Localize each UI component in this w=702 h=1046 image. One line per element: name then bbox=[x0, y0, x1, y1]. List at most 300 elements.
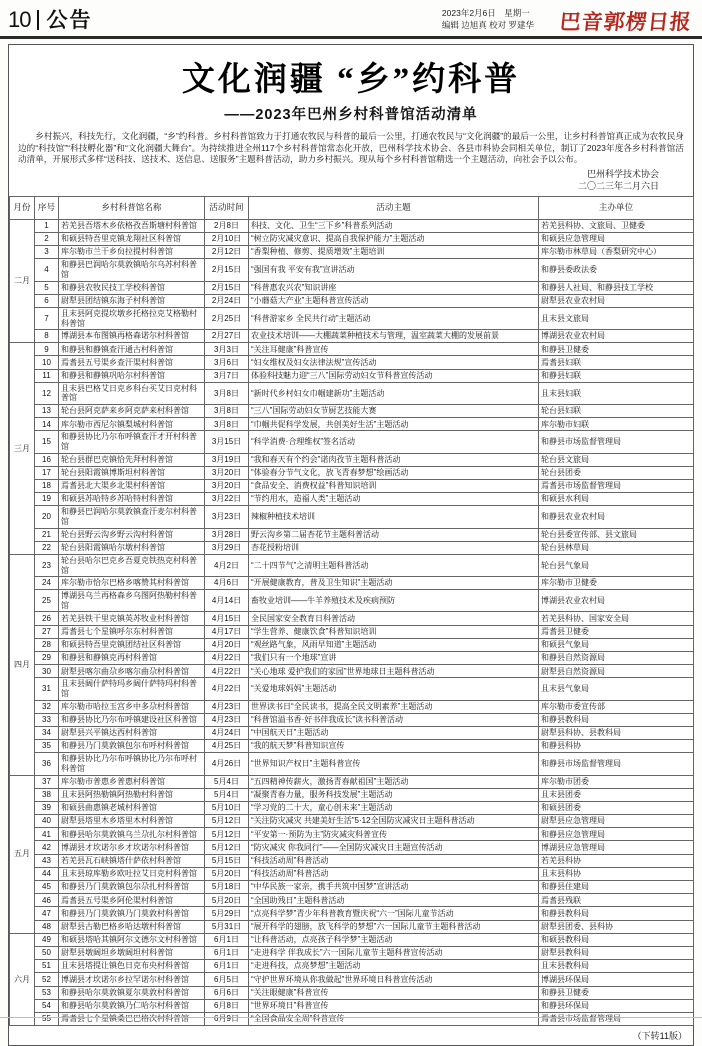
host-organization: 和硕县团委 bbox=[539, 801, 694, 814]
table-row bbox=[10, 960, 694, 973]
row-number: 37 bbox=[35, 775, 59, 788]
venue-name: 和静县哈尔莫敦镇夏尔莫敦村科普馆 bbox=[59, 986, 205, 999]
column-header: 主办单位 bbox=[539, 196, 694, 219]
venue-name: 和静县和静镇克再村科普馆 bbox=[59, 652, 205, 665]
venue-name: 和静县巴润哈尔莫敦镇哈尔乌苏村科普馆 bbox=[59, 259, 205, 281]
row-number: 47 bbox=[35, 907, 59, 920]
activity-theme: “我和春天有个约会”诺肉孜节主题科普活动 bbox=[249, 453, 539, 466]
row-number: 6 bbox=[35, 294, 59, 307]
activity-time: 6月8日 bbox=[205, 999, 249, 1012]
activity-theme: 科技、文化、卫生“三下乡”科普系列活动 bbox=[249, 219, 539, 232]
venue-name: 和静县乃门莫敦镇包尔布呼村科普馆 bbox=[59, 740, 205, 753]
row-number: 4 bbox=[35, 259, 59, 281]
activity-theme: “强国有我 平安有我”宣讲活动 bbox=[249, 259, 539, 281]
activity-theme: “中华民族一家亲，携手共筑中国梦”宣讲活动 bbox=[249, 881, 539, 894]
column-header: 乡村科普馆名称 bbox=[59, 196, 205, 219]
row-number: 41 bbox=[35, 828, 59, 841]
activity-theme: “世界环境日”科普宣传 bbox=[249, 999, 539, 1012]
row-number: 31 bbox=[35, 678, 59, 700]
host-organization: 焉耆县市场监督管理局 bbox=[539, 1012, 694, 1025]
row-number: 43 bbox=[35, 854, 59, 867]
host-organization: 和静县市场监督管理局 bbox=[539, 753, 694, 775]
table-row bbox=[10, 625, 694, 638]
host-organization: 轮台县委宣传部、县文旅局 bbox=[539, 528, 694, 541]
activity-time: 2月27日 bbox=[205, 330, 249, 343]
host-organization: 尉犁县教科局 bbox=[539, 946, 694, 959]
row-number: 46 bbox=[35, 894, 59, 907]
host-organization: 和静县住建局 bbox=[539, 881, 694, 894]
row-number: 1 bbox=[35, 219, 59, 232]
host-organization: 和静县人社局、和静县技工学校 bbox=[539, 281, 694, 294]
table-row bbox=[10, 466, 694, 479]
activity-theme: “关注眼健康”科普宣传 bbox=[249, 986, 539, 999]
activity-time: 6月9日 bbox=[205, 1012, 249, 1025]
row-number: 9 bbox=[35, 343, 59, 356]
editors-line: 编辑 边旭真 校对 罗建华 bbox=[441, 20, 534, 30]
activity-theme: “科技活动周”科普活动 bbox=[249, 854, 539, 867]
activity-time: 4月22日 bbox=[205, 665, 249, 678]
activity-theme: “开展健康教育，普及卫生知识”主题活动 bbox=[249, 577, 539, 590]
activity-time: 2月8日 bbox=[205, 219, 249, 232]
activity-time: 4月14日 bbox=[205, 590, 249, 612]
venue-name: 库尔勒市哈拉玉宫乡中多尕村科普馆 bbox=[59, 700, 205, 713]
table-row bbox=[10, 907, 694, 920]
host-organization: 和静县卫健委 bbox=[539, 986, 694, 999]
venue-name: 尉犁县塔里木乡塔里木村科普馆 bbox=[59, 815, 205, 828]
activity-theme: “全国助残日”主题科普活动 bbox=[249, 894, 539, 907]
activity-time: 3月20日 bbox=[205, 466, 249, 479]
table-row bbox=[10, 232, 694, 245]
activity-theme: 体验科技魅力迎“三八”国际劳动妇女节科普宣传活动 bbox=[249, 369, 539, 382]
row-number: 34 bbox=[35, 726, 59, 739]
activity-time: 3月22日 bbox=[205, 493, 249, 506]
table-row bbox=[10, 815, 694, 828]
activity-theme: 杏花授粉培训 bbox=[249, 541, 539, 554]
activity-time: 3月8日 bbox=[205, 418, 249, 431]
activity-theme: “树立防灾减灾意识、提高自我保护能力”主题活动 bbox=[249, 232, 539, 245]
table-row bbox=[10, 528, 694, 541]
activity-time: 3月20日 bbox=[205, 479, 249, 492]
row-number: 54 bbox=[35, 999, 59, 1012]
host-organization: 焉耆县残联 bbox=[539, 894, 694, 907]
table-row bbox=[10, 973, 694, 986]
host-organization: 尉犁县科协、县教科局 bbox=[539, 726, 694, 739]
activity-theme: “凝聚青春力量，服务科技发展”主题活动 bbox=[249, 788, 539, 801]
venue-name: 博湖县才坎诺尔乡才坎诺尔村科普馆 bbox=[59, 841, 205, 854]
host-organization: 库尔勒市卫健委 bbox=[539, 577, 694, 590]
row-number: 44 bbox=[35, 867, 59, 880]
table-row bbox=[10, 479, 694, 492]
host-organization: 库尔勒市妇联 bbox=[539, 418, 694, 431]
row-number: 30 bbox=[35, 665, 59, 678]
table-row bbox=[10, 506, 694, 528]
activity-time: 5月12日 bbox=[205, 828, 249, 841]
venue-name: 和硕县特吾里克镇团结社区科普馆 bbox=[59, 638, 205, 651]
row-number: 39 bbox=[35, 801, 59, 814]
activity-theme: “展开科学的翅膀，放飞科学的梦想”六一国际儿童节主题科普活动 bbox=[249, 920, 539, 933]
row-number: 21 bbox=[35, 528, 59, 541]
venue-name: 焉耆县七个星镇桑巴巴格次村科普馆 bbox=[59, 1012, 205, 1025]
activity-theme: “体验春分节气文化，放飞青春梦想”绘画活动 bbox=[249, 466, 539, 479]
row-number: 52 bbox=[35, 973, 59, 986]
host-organization: 且末县气象局 bbox=[539, 678, 694, 700]
venue-name: 和静县乃门莫敦镇乃门莫敦村科普馆 bbox=[59, 907, 205, 920]
activity-theme: “三八”国际劳动妇女节厨艺技能大赛 bbox=[249, 405, 539, 418]
host-organization: 和静县应急管理局 bbox=[539, 828, 694, 841]
table-row bbox=[10, 405, 694, 418]
activity-time: 5月31日 bbox=[205, 920, 249, 933]
activity-time: 4月6日 bbox=[205, 577, 249, 590]
activity-time: 5月15日 bbox=[205, 854, 249, 867]
host-organization: 尉犁县应急管理局 bbox=[539, 815, 694, 828]
activity-theme: “学生营养、健康饮食”科普知识培训 bbox=[249, 625, 539, 638]
activity-theme: “科技活动周”科普活动 bbox=[249, 867, 539, 880]
host-organization: 库尔勒市委宣传部 bbox=[539, 700, 694, 713]
row-number: 25 bbox=[35, 590, 59, 612]
host-organization: 轮台县妇联 bbox=[539, 405, 694, 418]
date-line: 2023年2月6日 星期一 bbox=[441, 8, 530, 18]
venue-name: 焉耆县七个星镇呼尔东村科普馆 bbox=[59, 625, 205, 638]
row-number: 26 bbox=[35, 612, 59, 625]
activity-time: 2月10日 bbox=[205, 232, 249, 245]
activity-theme: “科学消费·合理维权”签名活动 bbox=[249, 431, 539, 453]
activity-theme: 畜牧业培训——牛羊养殖技术及疾病预防 bbox=[249, 590, 539, 612]
host-organization: 和静县卫健委 bbox=[539, 343, 694, 356]
announcement-frame bbox=[8, 44, 694, 1046]
continuation-note: （下转11版） bbox=[632, 1031, 687, 1042]
venue-name: 库尔勒市普惠乡普惠村科普馆 bbox=[59, 775, 205, 788]
venue-name: 若羌县瓦石峡镇塔什萨依村科普馆 bbox=[59, 854, 205, 867]
activity-time: 4月20日 bbox=[205, 638, 249, 651]
venue-name: 和静县巴润哈尔莫敦镇查汗麦尔村科普馆 bbox=[59, 506, 205, 528]
activity-time: 4月17日 bbox=[205, 625, 249, 638]
host-organization: 若羌县科协、国家安全局 bbox=[539, 612, 694, 625]
host-organization: 且末县团委 bbox=[539, 788, 694, 801]
venue-name: 博湖县本布图镇再格森诺尔村科普馆 bbox=[59, 330, 205, 343]
table-row bbox=[10, 431, 694, 453]
activity-table bbox=[9, 196, 694, 1026]
host-organization: 焉耆县市场监督管理局 bbox=[539, 479, 694, 492]
row-number: 32 bbox=[35, 700, 59, 713]
page-number-section bbox=[8, 4, 92, 34]
table-body bbox=[10, 219, 694, 1025]
activity-time: 5月18日 bbox=[205, 881, 249, 894]
venue-name: 轮台县群巴克镇恰先拜村科普馆 bbox=[59, 453, 205, 466]
host-organization: 和静县妇联 bbox=[539, 369, 694, 382]
column-header: 月份 bbox=[10, 196, 35, 219]
table-row bbox=[10, 343, 694, 356]
activity-time: 4月25日 bbox=[205, 740, 249, 753]
row-number: 24 bbox=[35, 577, 59, 590]
row-number: 19 bbox=[35, 493, 59, 506]
activity-time: 2月24日 bbox=[205, 294, 249, 307]
table-header-row bbox=[10, 196, 694, 219]
activity-theme: “食品安全、消费权益”科普知识培训 bbox=[249, 479, 539, 492]
host-organization: 和静县科协 bbox=[539, 740, 694, 753]
activity-time: 3月8日 bbox=[205, 405, 249, 418]
table-row bbox=[10, 453, 694, 466]
activity-theme: “世界知识产权日”主题科普宣传 bbox=[249, 753, 539, 775]
host-organization: 尉犁县农业农村局 bbox=[539, 294, 694, 307]
month-label: 二月 bbox=[10, 219, 35, 343]
month-label: 三月 bbox=[10, 343, 35, 555]
activity-theme: “走进科学 伴我成长”六一国际儿童节主题科普宣传活动 bbox=[249, 946, 539, 959]
activity-theme: “巾帼共促科学发展，共创美好生活”主题活动 bbox=[249, 418, 539, 431]
table-row bbox=[10, 554, 694, 576]
venue-name: 和静县协比乃尔布呼镇查汗才开村科普馆 bbox=[59, 431, 205, 453]
row-number: 13 bbox=[35, 405, 59, 418]
host-organization: 和硕县水利局 bbox=[539, 493, 694, 506]
venue-name: 轮台县哈尔巴克乡吾夏克铁热克村科普馆 bbox=[59, 554, 205, 576]
row-number: 17 bbox=[35, 466, 59, 479]
host-organization: 轮台县文旅局 bbox=[539, 453, 694, 466]
table-row bbox=[10, 841, 694, 854]
venue-name: 和静县和静镇查汗通古村科普馆 bbox=[59, 343, 205, 356]
activity-time: 3月23日 bbox=[205, 506, 249, 528]
table-row bbox=[10, 726, 694, 739]
activity-time: 6月5日 bbox=[205, 973, 249, 986]
activity-time: 5月20日 bbox=[205, 867, 249, 880]
activity-time: 4月22日 bbox=[205, 678, 249, 700]
venue-name: 和硕县塔哈其镇阿尔文德尔文村科普馆 bbox=[59, 933, 205, 946]
activity-time: 3月19日 bbox=[205, 453, 249, 466]
signature-date: 二〇二三年二月六日 bbox=[577, 180, 659, 191]
host-organization: 博湖县农业农村局 bbox=[539, 590, 694, 612]
activity-theme: “我的航天梦”科普知识宣传 bbox=[249, 740, 539, 753]
month-label: 五月 bbox=[10, 775, 35, 933]
host-organization: 和静县委政法委 bbox=[539, 259, 694, 281]
table-row bbox=[10, 382, 694, 404]
venue-name: 轮台县阳霞镇博斯坦村科普馆 bbox=[59, 466, 205, 479]
activity-theme: “关爱地球妈妈”主题活动 bbox=[249, 678, 539, 700]
row-number: 48 bbox=[35, 920, 59, 933]
table-row bbox=[10, 219, 694, 232]
row-number: 16 bbox=[35, 453, 59, 466]
row-number: 40 bbox=[35, 815, 59, 828]
row-number: 2 bbox=[35, 232, 59, 245]
row-number: 20 bbox=[35, 506, 59, 528]
row-number: 50 bbox=[35, 946, 59, 959]
host-organization: 焉耆县妇联 bbox=[539, 356, 694, 369]
venue-name: 尉犁县团结镇东海子村科普馆 bbox=[59, 294, 205, 307]
venue-name: 尉犁县墩阔坦乡墩阔坦村科普馆 bbox=[59, 946, 205, 959]
activity-time: 3月28日 bbox=[205, 528, 249, 541]
article-subtitle: ——2023年巴州乡村科普馆活动清单 bbox=[224, 107, 478, 123]
column-header: 序号 bbox=[35, 196, 59, 219]
table-row bbox=[10, 854, 694, 867]
host-organization: 轮台县林草局 bbox=[539, 541, 694, 554]
table-row bbox=[10, 246, 694, 259]
table-row bbox=[10, 356, 694, 369]
signature-block bbox=[9, 168, 693, 192]
activity-theme: “妇女维权及妇女法律法规”宣传活动 bbox=[249, 356, 539, 369]
table-row bbox=[10, 541, 694, 554]
host-organization: 且末县妇联 bbox=[539, 382, 694, 404]
row-number: 15 bbox=[35, 431, 59, 453]
activity-theme: “平安第一·预防为主”防灾减灾科普宣传 bbox=[249, 828, 539, 841]
row-number: 28 bbox=[35, 638, 59, 651]
table-row bbox=[10, 294, 694, 307]
host-organization: 若羌县科协、文旅局、卫健委 bbox=[539, 219, 694, 232]
host-organization: 库尔勒市团委 bbox=[539, 775, 694, 788]
activity-time: 4月24日 bbox=[205, 726, 249, 739]
table-row bbox=[10, 665, 694, 678]
row-number: 33 bbox=[35, 713, 59, 726]
activity-time: 3月7日 bbox=[205, 369, 249, 382]
venue-name: 和硕县特吾里克镇龙翔社区科普馆 bbox=[59, 232, 205, 245]
activity-theme: 野云沟乡第二届杏花节主题科普活动 bbox=[249, 528, 539, 541]
activity-theme: “走进科技，点亮梦想”主题活动 bbox=[249, 960, 539, 973]
activity-time: 4月15日 bbox=[205, 612, 249, 625]
activity-time: 4月23日 bbox=[205, 713, 249, 726]
row-number: 51 bbox=[35, 960, 59, 973]
venue-name: 尉犁县古勒巴格乡哈达墩村科普馆 bbox=[59, 920, 205, 933]
row-number: 11 bbox=[35, 369, 59, 382]
activity-time: 3月8日 bbox=[205, 382, 249, 404]
row-number: 53 bbox=[35, 986, 59, 999]
activity-theme: 全民国家安全教育日科普活动 bbox=[249, 612, 539, 625]
activity-theme: “防灾减灾 你我同行”——全国防灾减灾日主题宣传活动 bbox=[249, 841, 539, 854]
venue-name: 库尔勒市恰尔巴格乡喀赞其村科普馆 bbox=[59, 577, 205, 590]
host-organization: 和静县农业农村局 bbox=[539, 506, 694, 528]
host-organization: 且末县教科局 bbox=[539, 960, 694, 973]
table-row bbox=[10, 330, 694, 343]
table-row bbox=[10, 775, 694, 788]
host-organization: 博湖县环保局 bbox=[539, 973, 694, 986]
activity-time: 5月12日 bbox=[205, 841, 249, 854]
host-organization: 且末县科协 bbox=[539, 867, 694, 880]
table-head bbox=[10, 196, 694, 219]
row-number: 27 bbox=[35, 625, 59, 638]
table-row bbox=[10, 307, 694, 329]
host-organization: 和硕县应急管理局 bbox=[539, 232, 694, 245]
table-row bbox=[10, 986, 694, 999]
row-number: 49 bbox=[35, 933, 59, 946]
venue-name: 博湖县乌兰再格森乡乌图阿热勒村科普馆 bbox=[59, 590, 205, 612]
venue-name: 且末县巴格艾日克乡科台买艾日克村科普馆 bbox=[59, 382, 205, 404]
table-row bbox=[10, 933, 694, 946]
activity-theme: “香梨种植、修剪、提质增效”主题培训 bbox=[249, 246, 539, 259]
activity-theme: “关注耳健康”科普宣传 bbox=[249, 343, 539, 356]
activity-theme: “二十四节气”之清明主题科普活动 bbox=[249, 554, 539, 576]
host-organization: 和静县教科局 bbox=[539, 713, 694, 726]
activity-theme: “科普惠农兴农”知识讲座 bbox=[249, 281, 539, 294]
activity-theme: “小蘑菇大产业”主题科普宣传活动 bbox=[249, 294, 539, 307]
month-label: 四月 bbox=[10, 554, 35, 775]
row-number: 5 bbox=[35, 281, 59, 294]
table-row bbox=[10, 920, 694, 933]
activity-theme: “守护世界环境从你我做起”世界环境日科普宣传活动 bbox=[249, 973, 539, 986]
activity-time: 4月23日 bbox=[205, 700, 249, 713]
table-row bbox=[10, 652, 694, 665]
row-number: 10 bbox=[35, 356, 59, 369]
host-organization: 和硕县教科局 bbox=[539, 933, 694, 946]
row-number: 55 bbox=[35, 1012, 59, 1025]
venue-name: 和硕县苏哈特乡苏哈特村科普馆 bbox=[59, 493, 205, 506]
newspaper-masthead: 巴音郭楞日报 bbox=[558, 10, 694, 34]
venue-name: 若羌县吾塔木乡依格孜吾斯塘村科普馆 bbox=[59, 219, 205, 232]
activity-time: 5月4日 bbox=[205, 788, 249, 801]
table-row bbox=[10, 638, 694, 651]
activity-theme: 辣椒种植技术培训 bbox=[249, 506, 539, 528]
row-number: 23 bbox=[35, 554, 59, 576]
venue-name: 焉耆县五号渠乡查汗渠村科普馆 bbox=[59, 356, 205, 369]
column-header: 活动时间 bbox=[205, 196, 249, 219]
date-editor-block bbox=[442, 4, 534, 31]
signature-org: 巴州科学技术协会 bbox=[586, 168, 659, 179]
row-number: 18 bbox=[35, 479, 59, 492]
activity-time: 4月26日 bbox=[205, 753, 249, 775]
column-header: 活动主题 bbox=[249, 196, 539, 219]
page-bottom-rule bbox=[0, 1017, 702, 1018]
venue-name: 尉犁县喀尔曲尕乡喀尔曲尕村科普馆 bbox=[59, 665, 205, 678]
activity-theme: “节约用水，造福人类”主题活动 bbox=[249, 493, 539, 506]
row-number: 38 bbox=[35, 788, 59, 801]
activity-theme: “观丝路气象，风雨早知道”主题活动 bbox=[249, 638, 539, 651]
activity-time: 4月22日 bbox=[205, 652, 249, 665]
venue-name: 和硕县曲惠镇老城村科普馆 bbox=[59, 801, 205, 814]
section-title: 公告 bbox=[46, 9, 93, 32]
host-organization: 焉耆县卫健委 bbox=[539, 625, 694, 638]
activity-time: 6月1日 bbox=[205, 960, 249, 973]
venue-name: 轮台县阿克萨来乡阿克萨来村科普馆 bbox=[59, 405, 205, 418]
venue-name: 和静县农牧民技工学校科普馆 bbox=[59, 281, 205, 294]
row-number: 3 bbox=[35, 246, 59, 259]
venue-name: 博湖县才坎诺尔乡拉罕诺尔村科普馆 bbox=[59, 973, 205, 986]
host-organization: 且末县文旅局 bbox=[539, 307, 694, 329]
row-number: 8 bbox=[35, 330, 59, 343]
venue-name: 且末县阿克提坎墩乡托格拉克艾格勒村科普馆 bbox=[59, 307, 205, 329]
row-number: 29 bbox=[35, 652, 59, 665]
row-number: 36 bbox=[35, 753, 59, 775]
row-number: 14 bbox=[35, 418, 59, 431]
venue-name: 若羌县铁干里克镇英苏牧业村科普馆 bbox=[59, 612, 205, 625]
activity-theme: “新时代乡村妇女巾帼建新功”主题活动 bbox=[249, 382, 539, 404]
host-organization: 博湖县应急管理局 bbox=[539, 841, 694, 854]
venue-name: 和静县和静镇巩哈尔村科普馆 bbox=[59, 369, 205, 382]
activity-theme: “科普游家乡 全民共行动”主题活动 bbox=[249, 307, 539, 329]
host-organization: 轮台县气象局 bbox=[539, 554, 694, 576]
venue-name: 和静县哈尔莫敦镇乌兰尕扎尔村科普馆 bbox=[59, 828, 205, 841]
activity-theme: “全国食品安全周”科普宣传 bbox=[249, 1012, 539, 1025]
table-row bbox=[10, 259, 694, 281]
table-row bbox=[10, 700, 694, 713]
activity-time: 3月6日 bbox=[205, 356, 249, 369]
table-row bbox=[10, 801, 694, 814]
row-number: 42 bbox=[35, 841, 59, 854]
activity-time: 4月2日 bbox=[205, 554, 249, 576]
page-number: 10 bbox=[8, 7, 31, 32]
activity-time: 2月25日 bbox=[205, 307, 249, 329]
venue-name: 且末县阿热勒镇阿热勒村科普馆 bbox=[59, 788, 205, 801]
venue-name: 尉犁县兴平镇达西村科普馆 bbox=[59, 726, 205, 739]
table-row bbox=[10, 577, 694, 590]
row-number: 7 bbox=[35, 307, 59, 329]
host-organization: 尉犁县团委、县科协 bbox=[539, 920, 694, 933]
venue-name: 库尔勒市西尼尔镇梨城村科普馆 bbox=[59, 418, 205, 431]
table-row bbox=[10, 867, 694, 880]
table-row bbox=[10, 881, 694, 894]
venue-name: 焉耆县五号渠乡阿伦渠村科普馆 bbox=[59, 894, 205, 907]
activity-theme: “学习党的二十大，童心创未来”主题活动 bbox=[249, 801, 539, 814]
venue-name: 且末县琼库勒乡欧吐拉艾日克村科普馆 bbox=[59, 867, 205, 880]
venue-name: 和静县乃门莫敦镇包尔尕扎村科普馆 bbox=[59, 881, 205, 894]
activity-theme: “关注防灾减灾 共建美好生活”5·12全国防灾减灾日主题科普活动 bbox=[249, 815, 539, 828]
venue-name: 和静县协比乃尔布呼镇协比乃尔布呼村科普馆 bbox=[59, 753, 205, 775]
activity-theme: 农业技术培训——大棚蔬菜种植技术与管理，温室蔬菜大棚的发展前景 bbox=[249, 330, 539, 343]
activity-theme: “中国航天日”主题活动 bbox=[249, 726, 539, 739]
venue-name: 焉耆县北大渠乡北渠村科普馆 bbox=[59, 479, 205, 492]
